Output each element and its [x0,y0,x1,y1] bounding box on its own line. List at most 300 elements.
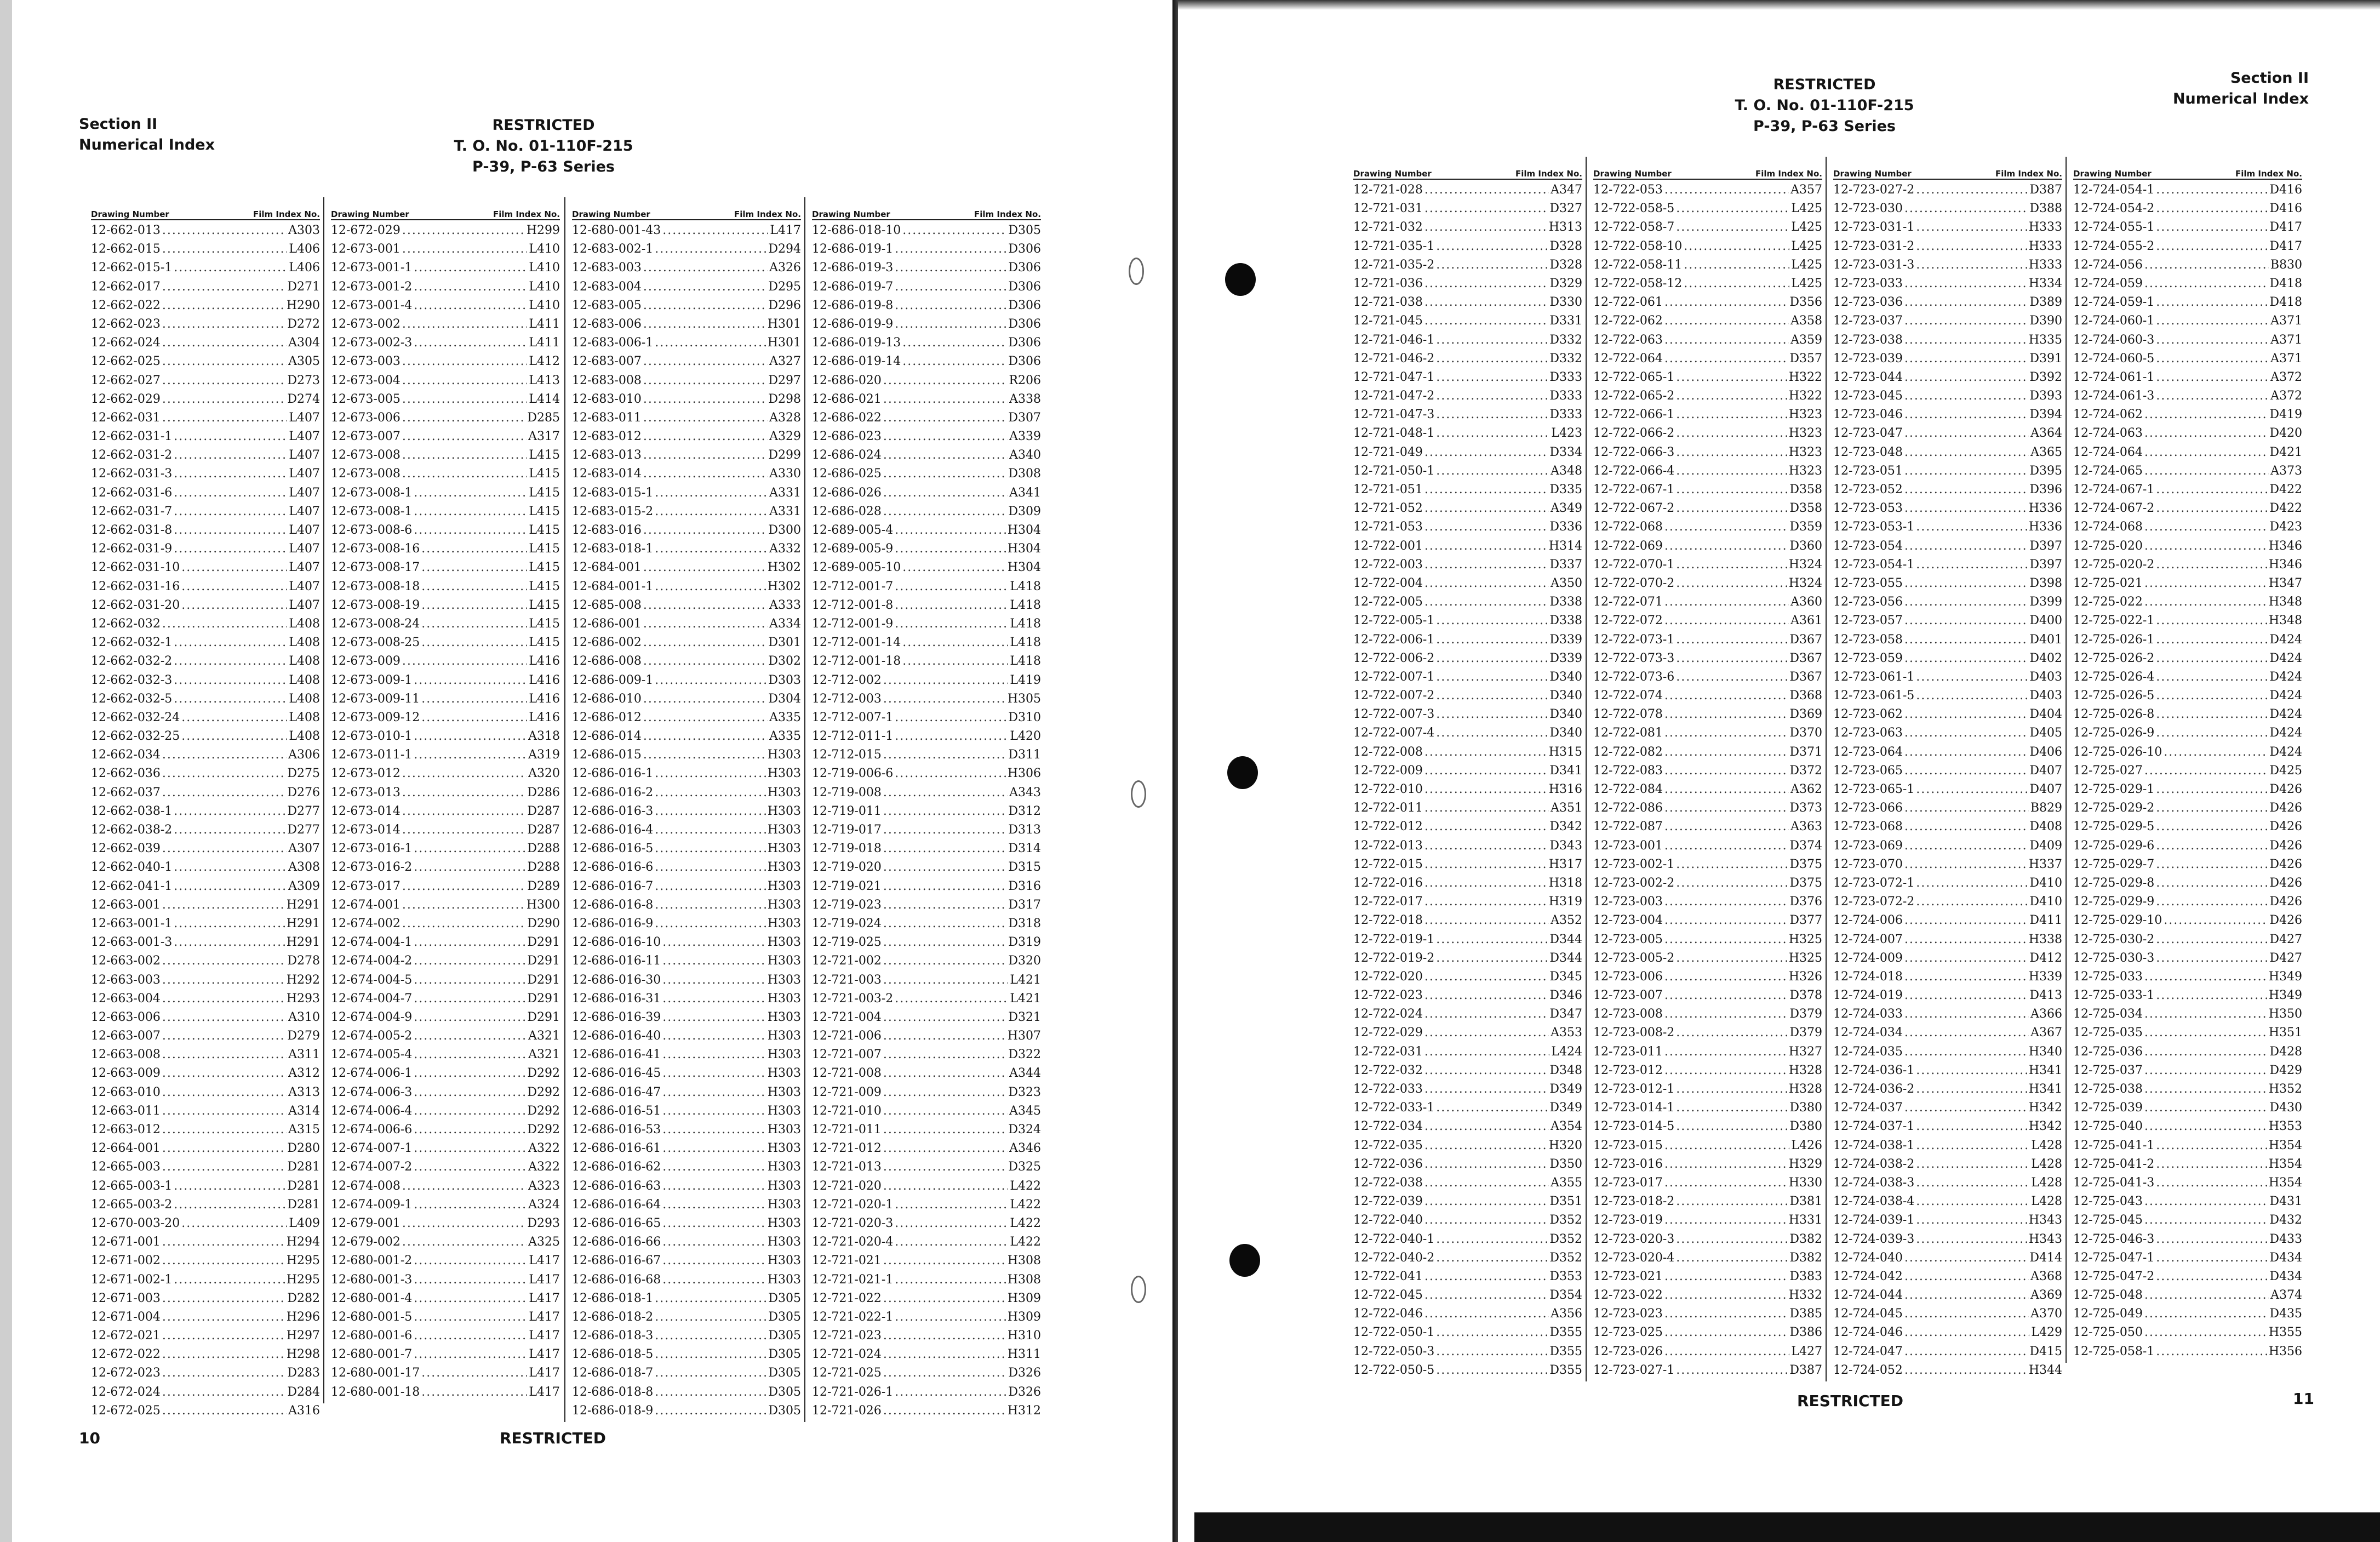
film-index: D385 [1789,1307,1822,1321]
drawing-number: 12-724-054-2 [2073,202,2155,216]
leader-dots [1664,595,1789,609]
film-index: D313 [1008,823,1041,837]
index-row [91,505,320,523]
film-index: L407 [289,504,320,518]
film-index: D399 [2029,595,2062,609]
film-index: A314 [288,1104,320,1118]
leader-dots [2156,370,2269,384]
index-row [1833,1101,2062,1120]
film-index: A340 [1009,448,1041,462]
index-row [2073,1288,2302,1307]
column-header [1593,157,1822,180]
drawing-number: 12-673-003 [331,355,401,369]
drawing-number: 12-686-002 [572,636,642,650]
film-index: A327 [769,355,801,369]
index-row [2073,576,2302,595]
index-row [1593,333,1822,352]
film-index: L408 [289,673,320,687]
index-row [812,860,1041,879]
leader-dots [1904,295,2028,309]
index-row [812,448,1041,467]
index-row [572,636,801,654]
film-index: A367 [2030,1026,2062,1040]
leader-dots [1424,558,1548,572]
film-index: D332 [1549,333,1582,347]
index-row [91,1104,320,1123]
drawing-number: 12-723-063 [1833,726,1903,740]
index-row [91,617,320,636]
index-row [1353,202,1582,220]
film-index: L417 [529,1254,560,1268]
drawing-number: 12-673-016-2 [331,860,413,875]
leader-dots [1676,389,1787,403]
film-index: L407 [289,430,320,444]
drawing-number: 12-721-032 [1353,220,1423,235]
drawing-number: 12-722-034 [1353,1120,1423,1134]
drawing-number: 12-680-001-17 [331,1366,420,1380]
film-index: A315 [288,1123,320,1136]
leader-dots [1664,614,1789,627]
section-heading [79,114,215,156]
index-row [1833,707,2062,726]
leader-dots [1904,333,2027,347]
index-row [812,917,1041,935]
leader-dots [162,1292,286,1305]
film-index: D400 [2029,614,2062,628]
index-row [91,692,320,711]
film-index: D332 [1549,351,1582,365]
drawing-number: 12-722-007-3 [1353,707,1435,722]
film-index: D328 [1549,258,1582,272]
index-row [1353,614,1582,632]
drawing-number: 12-674-005-4 [331,1048,413,1062]
film-index: D291 [527,991,560,1006]
drawing-number: 12-722-073-1 [1593,632,1675,647]
film-index: L410 [529,261,560,275]
drawing-number: 12-686-016-62 [572,1160,661,1174]
index-row [331,1385,560,1404]
index-row [812,879,1041,898]
leader-dots [162,1366,286,1380]
film-index: L415 [529,561,560,575]
leader-dots [2144,1120,2267,1133]
index-row [2073,539,2302,558]
drawing-number: 12-689-005-4 [812,523,894,537]
index-row [812,336,1041,355]
index-row [91,261,320,279]
index-row [1833,1120,2062,1138]
leader-dots [895,711,1006,724]
index-row [572,954,801,973]
leader-dots [1904,1026,2029,1040]
index-row [572,654,801,673]
section-label: Section II [79,116,158,133]
film-index: D372 [1789,763,1822,778]
leader-dots [162,1310,285,1324]
film-index: D373 [1789,801,1822,815]
film-index: D321 [1008,1010,1041,1024]
leader-dots [1916,1195,2029,1208]
leader-dots [1424,764,1548,778]
index-row [1353,858,1582,876]
drawing-number: 12-686-016-6 [572,860,654,875]
film-index: A330 [769,467,801,481]
drawing-number: 12-673-017 [331,879,401,893]
index-row [812,224,1041,242]
leader-dots [883,486,1008,500]
drawing-number: 12-722-050-1 [1353,1326,1435,1340]
film-index: H303 [767,860,801,875]
film-index: H310 [1007,1329,1041,1343]
index-row [331,561,560,579]
film-index: H303 [767,1179,801,1193]
index-row [1593,446,1822,464]
index-row [331,542,560,561]
leader-dots [2156,483,2268,496]
restricted-label: RESTRICTED [1773,76,1876,93]
drawing-number: 12-723-072-2 [1833,895,1915,909]
film-index: H309 [1007,1291,1041,1305]
drawing-number: 12-663-001-3 [91,935,173,950]
leader-dots [162,992,285,1006]
index-row [1833,1045,2062,1064]
drawing-number: 12-721-046-2 [1353,351,1435,365]
drawing-number: 12-722-070-1 [1593,557,1675,572]
leader-dots [414,336,527,350]
film-index: H354 [2268,1175,2302,1190]
leader-dots [643,299,767,312]
leader-dots [2156,1157,2267,1171]
drawing-number: 12-723-033 [1833,276,1903,290]
drawing-number: 12-723-006 [1593,969,1663,984]
leader-dots [181,580,287,593]
film-index: H299 [526,224,560,237]
leader-dots [895,1198,1008,1212]
index-row [812,1310,1041,1329]
film-index: D323 [1008,1085,1041,1099]
film-index: D425 [2269,763,2302,778]
leader-dots [1664,314,1789,328]
leader-dots [162,748,287,762]
index-row [2073,1213,2302,1232]
index-row [91,898,320,917]
leader-dots [162,1329,285,1343]
film-index: A345 [1009,1104,1041,1118]
film-index-header: Film Index No. [1755,169,1822,179]
leader-dots [2144,970,2267,984]
film-index: D355 [1549,1326,1582,1340]
drawing-number: 12-662-032-5 [91,692,173,706]
film-index: L428 [2031,1195,2062,1209]
drawing-number-header: Drawing Number [1593,169,1672,179]
index-row [572,1329,801,1347]
drawing-number: 12-723-014-5 [1593,1120,1675,1134]
leader-dots [1904,707,2028,721]
index-row [1353,726,1582,745]
drawing-number: 12-724-056 [2073,258,2143,272]
film-index: H336 [2028,520,2062,534]
film-index: H308 [1007,1254,1041,1268]
index-column [1353,157,1582,1382]
leader-dots [895,1310,1006,1324]
drawing-number: 12-723-039 [1833,351,1903,365]
drawing-number: 12-663-003 [91,973,161,987]
leader-dots [883,1329,1006,1343]
drawing-number: 12-724-060-3 [2073,333,2155,347]
leader-dots [662,973,766,987]
drawing-number: 12-721-045 [1353,314,1423,328]
index-row [1593,1251,1822,1270]
film-index: L411 [529,336,560,350]
leader-dots [1436,464,1549,478]
index-row [812,1029,1041,1048]
index-row [2073,614,2302,632]
leader-dots [1676,408,1787,421]
leader-dots [2156,1251,2268,1265]
leader-dots [883,1292,1006,1305]
drawing-number: 12-725-029-6 [2073,838,2155,853]
film-index: D325 [1008,1160,1041,1174]
film-index: H303 [767,1272,801,1287]
film-index: H333 [2028,258,2062,272]
leader-dots [162,224,287,237]
drawing-number: 12-722-067-1 [1593,483,1675,496]
film-index: L407 [289,486,320,500]
film-index: A361 [1790,614,1822,628]
leader-dots [883,1048,1007,1061]
film-index: H317 [1548,857,1582,871]
index-row [1353,913,1582,932]
drawing-number: 12-725-029-8 [2073,876,2155,890]
index-row [1353,1082,1582,1101]
film-index: L416 [529,692,560,706]
index-row [2073,1026,2302,1044]
drawing-number: 12-686-026 [812,486,882,500]
drawing-number: 12-673-009-11 [331,692,420,706]
index-row [331,1310,560,1329]
leader-dots [883,1254,1006,1267]
film-index: H303 [767,767,801,781]
index-row [1593,277,1822,295]
film-index: D367 [1789,632,1822,647]
leader-dots [402,1235,527,1249]
film-index: A308 [288,860,320,875]
film-index-header: Film Index No. [253,209,320,219]
film-index: L407 [289,579,320,593]
drawing-number: 12-712-011-1 [812,729,894,744]
drawing-number: 12-722-041 [1353,1269,1423,1283]
film-index: A352 [1551,913,1582,928]
drawing-number: 12-723-065 [1833,763,1903,778]
drawing-number: 12-663-012 [91,1123,161,1136]
drawing-number: 12-686-018-8 [572,1385,654,1399]
leader-dots [1424,970,1548,984]
film-index: A350 [1551,576,1582,590]
film-index: D340 [1549,689,1582,703]
leader-dots [2156,1176,2267,1190]
leader-dots [402,374,528,387]
drawing-number: 12-721-003-2 [812,991,894,1006]
film-index: A359 [1790,333,1822,347]
film-index: A335 [769,729,801,744]
leader-dots [662,1273,766,1287]
drawing-number: 12-686-012 [572,710,642,724]
leader-dots [2144,408,2268,421]
film-index: A371 [2270,351,2302,365]
index-row [1593,670,1822,689]
section-label: Section II [2230,70,2309,87]
index-row [1353,783,1582,801]
leader-dots [1664,989,1788,1002]
film-index: H347 [2268,576,2302,590]
drawing-number: 12-662-015 [91,242,161,256]
drawing-number: 12-723-052 [1833,483,1903,496]
film-index: D271 [287,279,320,294]
index-row [331,748,560,767]
leader-dots [2144,539,2267,553]
drawing-number: 12-722-050-3 [1353,1344,1435,1358]
index-row [2073,501,2302,520]
film-index: L417 [529,1329,560,1343]
film-index: D305 [768,1291,801,1305]
index-row [331,261,560,279]
leader-dots [1676,652,1788,665]
index-row [1833,277,2062,295]
drawing-number: 12-662-039 [91,842,161,856]
index-row [572,299,801,317]
leader-dots [883,1010,1007,1024]
leader-dots [1424,277,1548,290]
drawing-number: 12-721-024 [812,1347,882,1362]
index-row [2073,933,2302,951]
index-column [1593,157,1822,1382]
drawing-number: 12-683-005 [572,298,642,312]
film-index: L427 [1791,1344,1822,1358]
index-row [331,1366,560,1385]
index-row [2073,820,2302,838]
leader-dots [1676,426,1787,440]
film-index: D375 [1789,857,1822,871]
film-index: A365 [2030,445,2062,459]
index-row [1593,370,1822,389]
drawing-number: 12-723-012-1 [1593,1082,1675,1096]
film-index: D356 [1789,295,1822,310]
drawing-number: 12-725-030-2 [2073,932,2155,946]
index-row [1593,501,1822,520]
leader-dots [655,767,766,780]
index-row [331,1254,560,1272]
film-index: H303 [767,1235,801,1249]
drawing-number: 12-673-016-1 [331,842,413,856]
to-number: T. O. No. 01-110F-215 [454,138,633,155]
leader-dots [1904,1101,2027,1115]
drawing-number: 12-722-045 [1353,1288,1423,1303]
leader-dots [1904,426,2029,440]
binder-ring [1129,258,1144,285]
index-row [1833,1363,2062,1382]
film-index: D418 [2269,295,2302,310]
drawing-number: 12-721-028 [1353,183,1423,197]
film-index: D314 [1008,842,1041,856]
drawing-number: 12-722-068 [1593,520,1663,534]
film-index: L407 [289,448,320,462]
index-row [1593,558,1822,576]
leader-dots [643,598,768,612]
drawing-number: 12-722-005-1 [1353,614,1435,628]
film-index: A348 [1551,464,1582,478]
film-index: D310 [1008,710,1041,724]
film-index: H343 [2028,1232,2062,1246]
index-row [572,935,801,954]
film-index: A304 [288,336,320,350]
drawing-number: 12-674-004-1 [331,935,413,950]
index-row [1593,202,1822,220]
leader-dots [1904,314,2028,328]
leader-dots [1676,464,1787,478]
leader-dots [655,879,766,893]
leader-dots [883,1141,1008,1155]
drawing-number: 12-663-009 [91,1066,161,1081]
leader-dots [883,748,1007,762]
drawing-number: 12-722-007-4 [1353,726,1435,740]
index-row [91,430,320,448]
index-row [331,1029,560,1048]
leader-dots [895,299,1006,312]
film-index: D376 [1789,895,1822,909]
index-row [1833,446,2062,464]
film-index: H296 [286,1310,320,1324]
index-row [2073,1307,2302,1326]
film-index: D426 [2269,876,2302,890]
film-index: D300 [768,523,801,537]
drawing-number: 12-686-019-7 [812,279,894,294]
leader-dots [1424,876,1547,890]
index-row [812,673,1041,692]
film-index: H291 [286,916,320,930]
index-row [812,1235,1041,1254]
leader-dots [162,1010,287,1024]
drawing-number: 12-721-052 [1353,501,1423,516]
leader-dots [1916,220,2027,234]
drawing-number: 12-721-021-1 [812,1272,894,1287]
index-row [1833,220,2062,239]
drawing-number: 12-725-046-3 [2073,1232,2155,1246]
index-row [1593,1045,1822,1064]
drawing-number: 12-721-002 [812,954,882,968]
film-index: L415 [529,616,560,631]
drawing-number: 12-662-029 [91,392,161,406]
index-row [812,1104,1041,1123]
drawing-number: 12-719-024 [812,916,882,930]
leader-dots [883,1066,1008,1080]
drawing-number: 12-673-010-1 [331,729,413,744]
leader-dots [1904,633,2028,647]
drawing-number: 12-662-032-2 [91,654,173,669]
index-row [1833,689,2062,707]
film-index: L420 [1010,729,1041,744]
leader-dots [414,1329,527,1343]
index-row [812,1329,1041,1347]
drawing-number: 12-724-063 [2073,426,2143,441]
index-row [572,1366,801,1385]
film-index: H351 [2268,1026,2302,1040]
film-index: H291 [286,935,320,950]
film-index: H326 [1788,969,1822,984]
index-row [2073,1326,2302,1344]
leader-dots [414,1066,525,1080]
film-index: H323 [1788,408,1822,422]
leader-dots [174,654,287,668]
